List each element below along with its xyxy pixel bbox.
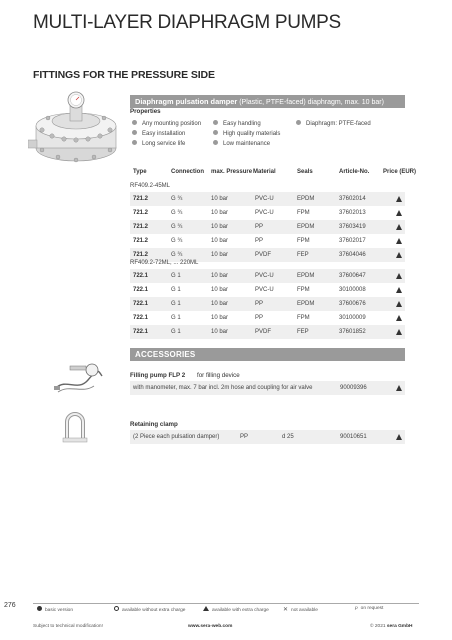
technical-modification-note: Subject to technical modification! [33, 624, 103, 629]
section-title: FITTINGS FOR THE PRESSURE SIDE [33, 69, 215, 81]
retaining-clamp-image [62, 410, 88, 444]
cell-type: 721.2 [133, 196, 149, 202]
properties-label: Properties [130, 108, 161, 115]
cell-type: 722.1 [133, 301, 149, 307]
filling-pump-article-no: 90009396 [340, 385, 367, 391]
extra-charge-triangle-icon [396, 385, 402, 391]
property-item: Long service life [132, 139, 201, 149]
basic-version-dot-icon [132, 120, 137, 125]
col-material: Material [253, 169, 276, 175]
col-type: Type [133, 169, 147, 175]
extra-charge-triangle-icon [396, 287, 402, 293]
filling-pump-row [130, 381, 405, 395]
properties-column-1 [132, 119, 201, 149]
cross-icon: ✕ [283, 607, 289, 613]
table-header [130, 169, 417, 181]
property-item: Diaphragm: PTFE-faced [296, 119, 371, 129]
table-row [130, 283, 405, 297]
cell-article-no: 37601852 [339, 329, 366, 335]
cell-type: 721.2 [133, 252, 149, 258]
table-row [130, 269, 405, 283]
cell-max-pressure: 10 bar [211, 301, 229, 307]
cell-seals: FEP [297, 252, 309, 258]
triangle-icon [203, 606, 209, 611]
group-label-45ml: RF409.2-45ML [130, 183, 171, 189]
cell-type: 721.2 [133, 224, 149, 230]
cell-material: PVC-U [255, 287, 274, 293]
col-price: Price (EUR) [383, 169, 417, 175]
filling-pump-description: with manometer, max. 7 bar incl. 2m hose and coupling for air valve [133, 385, 313, 391]
basic-version-dot-icon [296, 120, 301, 125]
cell-max-pressure: 10 bar [211, 196, 229, 202]
on-request-icon: p [355, 606, 358, 611]
cell-material: PVC-U [255, 273, 274, 279]
retaining-clamp-name: Retaining clamp [130, 421, 178, 428]
cell-type: 721.2 [133, 210, 149, 216]
cell-max-pressure: 10 bar [211, 287, 229, 293]
cell-connection: G 1 [171, 301, 181, 307]
cell-seals: FPM [297, 210, 310, 216]
cell-article-no: 37600647 [339, 273, 366, 279]
cell-max-pressure: 10 bar [211, 224, 229, 230]
basic-version-dot-icon [213, 140, 218, 145]
cell-material: PVDF [255, 252, 272, 258]
cell-article-no: 37600676 [339, 301, 366, 307]
cell-max-pressure: 10 bar [211, 210, 229, 216]
cell-max-pressure: 10 bar [211, 273, 229, 279]
cell-material: PVDF [255, 329, 272, 335]
cell-type: 722.1 [133, 329, 149, 335]
extra-charge-triangle-icon [396, 301, 402, 307]
cell-article-no: 30100009 [339, 315, 366, 321]
cell-type: 722.1 [133, 315, 149, 321]
extra-charge-triangle-icon [396, 315, 402, 321]
extra-charge-triangle-icon [396, 210, 402, 216]
cell-type: 721.2 [133, 238, 149, 244]
cell-article-no: 37602013 [339, 210, 366, 216]
basic-version-dot-icon [213, 120, 218, 125]
col-max-pressure: max. Pressure [211, 169, 253, 175]
product-header-bar [130, 95, 405, 108]
basic-version-dot-icon [132, 140, 137, 145]
retaining-clamp-size: d 25 [282, 434, 294, 440]
cell-seals: EPDM [297, 301, 315, 307]
cell-connection: G ¾ [171, 224, 183, 230]
cell-material: PP [255, 301, 264, 307]
cell-max-pressure: 10 bar [211, 315, 229, 321]
cell-seals: FPM [297, 287, 310, 293]
extra-charge-triangle-icon [396, 434, 402, 440]
legend-on-request: p on request [355, 606, 384, 611]
cell-type: 722.1 [133, 287, 149, 293]
cell-article-no: 30100008 [339, 287, 366, 293]
extra-charge-triangle-icon [396, 252, 402, 258]
cell-seals: FEP [297, 329, 309, 335]
cell-seals: EPDM [297, 196, 315, 202]
open-circle-icon [114, 606, 119, 611]
retaining-clamp-description: (2 Piece each pulsation damper) [133, 434, 220, 440]
table-row [130, 220, 405, 234]
retaining-clamp-article-no: 90010651 [340, 434, 367, 440]
extra-charge-triangle-icon [396, 329, 402, 335]
table-row [130, 234, 405, 248]
group-label-72ml: RF409.2-72ML, ... 220ML [130, 260, 199, 266]
cell-connection: G 1 [171, 329, 181, 335]
properties-column-3 [296, 119, 371, 129]
filled-dot-icon [37, 606, 42, 611]
property-item: Low maintenance [213, 139, 280, 149]
page-title: MULTI-LAYER DIAPHRAGM PUMPS [33, 12, 341, 33]
cell-connection: G ¾ [171, 196, 183, 202]
cell-connection: G ¾ [171, 210, 183, 216]
cell-material: PP [255, 315, 264, 321]
legend-available-charge: available with extra charge [203, 606, 269, 613]
cell-seals: FPM [297, 238, 310, 244]
page-number: 276 [4, 602, 16, 609]
property-item: Easy handling [213, 119, 280, 129]
table-row [130, 192, 405, 206]
website-link[interactable]: www.sera-web.com [188, 624, 233, 629]
cell-seals: EPDM [297, 224, 315, 230]
cell-seals: FPM [297, 315, 310, 321]
basic-version-dot-icon [132, 130, 137, 135]
pulsation-damper-image [28, 88, 124, 170]
cell-material: PP [255, 238, 264, 244]
table-row [130, 206, 405, 220]
footer-divider [33, 603, 419, 604]
extra-charge-triangle-icon [396, 238, 402, 244]
extra-charge-triangle-icon [396, 224, 402, 230]
accessories-header-bar: ACCESSORIES [130, 348, 405, 361]
cell-max-pressure: 10 bar [211, 329, 229, 335]
cell-article-no: 37602014 [339, 196, 366, 202]
extra-charge-triangle-icon [396, 196, 402, 202]
table-row [130, 311, 405, 325]
cell-type: 722.1 [133, 273, 149, 279]
col-seals: Seals [297, 169, 313, 175]
legend-not-available: ✕ not available [283, 607, 318, 613]
basic-version-dot-icon [213, 130, 218, 135]
cell-article-no: 37602017 [339, 238, 366, 244]
retaining-clamp-row [130, 430, 405, 444]
cell-max-pressure: 10 bar [211, 238, 229, 244]
property-item: Any mounting position [132, 119, 201, 129]
product-subtitle: (Plastic, PTFE-faced) diaphragm, max. 10 bar) [237, 99, 384, 106]
product-title: Diaphragm pulsation damper [135, 97, 238, 106]
filling-pump-name: Filling pump FLP 2 [130, 372, 186, 379]
property-item: Easy installation [132, 129, 201, 139]
copyright: © 2021 sera GmbH [370, 624, 413, 629]
retaining-clamp-material: PP [240, 434, 249, 440]
retaining-clamp-header [130, 421, 178, 428]
brand-name: sera GmbH [386, 624, 413, 629]
legend-available-no-charge: available without extra charge [114, 606, 185, 613]
cell-article-no: 37604046 [339, 252, 366, 258]
filling-pump-header [130, 372, 240, 379]
extra-charge-triangle-icon [396, 273, 402, 279]
col-connection: Connection [171, 169, 204, 175]
property-item: High quality materials [213, 129, 280, 139]
properties-column-2 [213, 119, 280, 149]
cell-connection: G 1 [171, 273, 181, 279]
cell-connection: G ¾ [171, 238, 183, 244]
cell-article-no: 37603419 [339, 224, 366, 230]
cell-connection: G 1 [171, 287, 181, 293]
cell-material: PVC-U [255, 196, 274, 202]
filling-pump-for: for filling device [197, 372, 240, 379]
table-row [130, 297, 405, 311]
legend-basic-version: basic version [37, 606, 73, 613]
cell-max-pressure: 10 bar [211, 252, 229, 258]
table-row [130, 325, 405, 339]
filling-pump-image [52, 362, 104, 396]
cell-material: PVC-U [255, 210, 274, 216]
col-article-no: Article-No. [339, 169, 370, 175]
cell-material: PP [255, 224, 264, 230]
cell-connection: G ¾ [171, 252, 183, 258]
cell-seals: EPDM [297, 273, 315, 279]
cell-connection: G 1 [171, 315, 181, 321]
